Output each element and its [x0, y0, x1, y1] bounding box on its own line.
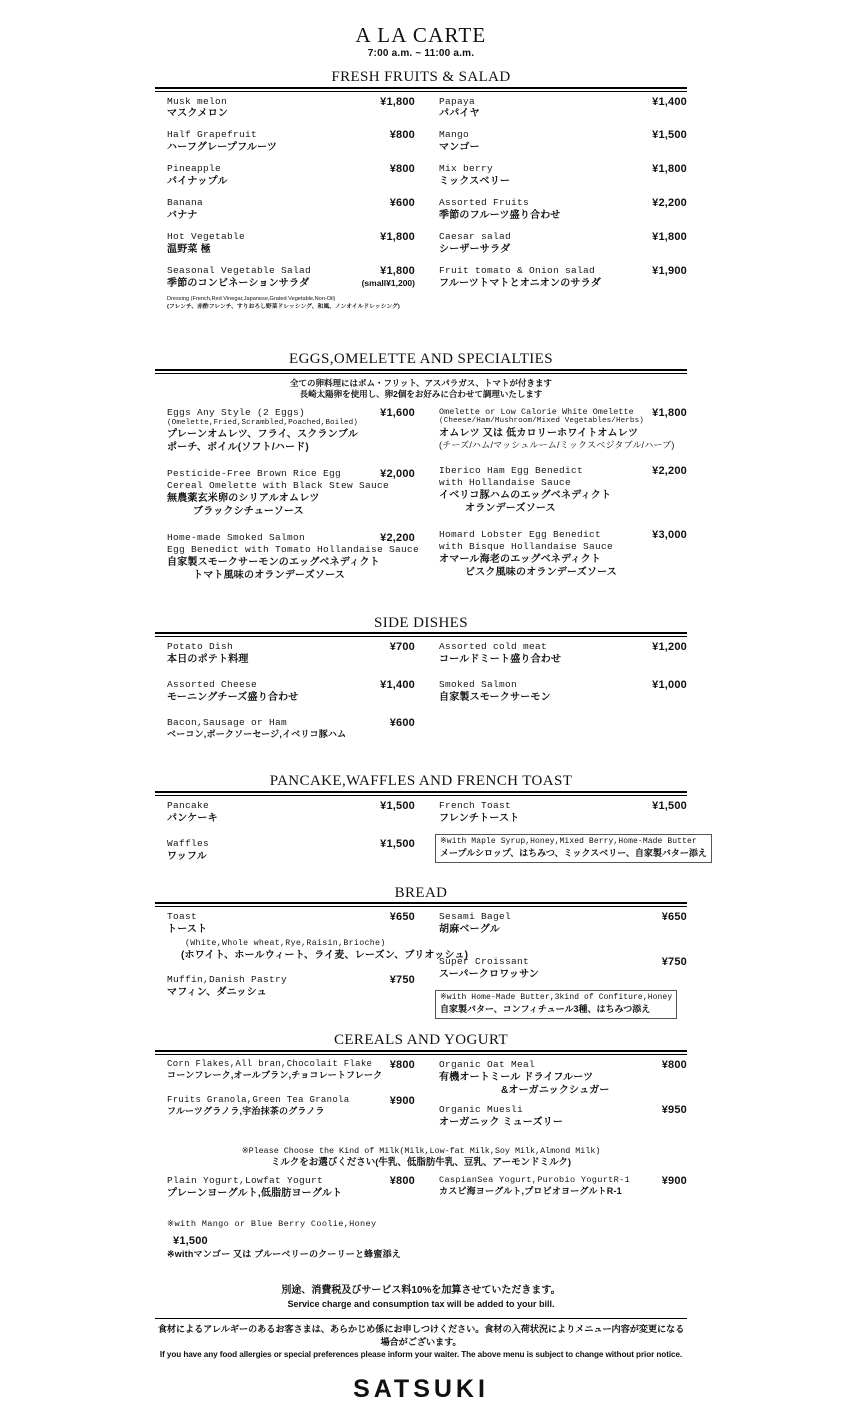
item-name-en: Banana [167, 197, 204, 209]
milk-note-jp: ミルクをお選びください(牛乳、低脂肪牛乳、豆乳、アーモンドミルク) [270, 1156, 572, 1168]
item-name-en: Super Croissant [439, 956, 530, 968]
item-name-jp: モーニングチーズ盛り合わせ [167, 691, 299, 703]
menu-sheet [155, 0, 707, 1404]
spacer [155, 1019, 687, 1025]
item-name-en: Fruits Granola,Green Tea Granola [167, 1094, 350, 1105]
item-name-en: Pesticide-Free Brown Rice Egg [167, 468, 342, 480]
item-price: ¥1,400 [380, 678, 415, 691]
coolie-price: ¥1,500 [173, 1235, 208, 1248]
item-name-en: Organic Muesli [439, 1103, 524, 1115]
restaurant-logo: SATSUKI [353, 1375, 489, 1404]
menu-item[interactable] [439, 465, 687, 515]
item-name-jp: パンケーキ [167, 812, 218, 824]
item-name-jp: コーンフレーク,オールブラン,チョコレートフレーク [167, 1070, 383, 1081]
item-name-jp: オマール海老のエッグベネディクト [439, 553, 601, 565]
section-body-pancake [155, 799, 707, 872]
menu-item[interactable] [167, 911, 469, 962]
menu-item[interactable] [439, 197, 687, 222]
item-name-en: Sesami Bagel [439, 911, 512, 923]
item-name-en: Organic Oat Meal [439, 1058, 536, 1070]
item-name-en: Pineapple [167, 163, 222, 175]
item-price: ¥1,800 [380, 95, 415, 108]
item-name-jp: 温野菜 極 [167, 243, 211, 255]
coolie-option[interactable] [167, 1213, 415, 1261]
eggs-note-line1: 全ての卵料理にはポム・フリット、アスパラガス、トマトが付きます [290, 377, 552, 388]
item-name-jp-2: ポーチ、ボイル(ソフト/ハード) [167, 442, 309, 454]
item-name-en: Muffin,Danish Pastry [167, 974, 288, 986]
item-name-jp: シーザーサラダ [439, 243, 511, 255]
section-divider [155, 902, 687, 907]
item-name-en: Bacon,Sausage or Ham [167, 716, 288, 728]
section-heading-fresh-fruits: FRESH FRUITS & SALAD [331, 69, 511, 86]
item-name-en-2: with Hollandaise Sauce [439, 477, 572, 489]
item-name-en: Assorted Cheese [167, 678, 258, 690]
item-small-price: (small¥1,200) [361, 277, 415, 288]
note-en: ※with Maple Syrup,Honey,Mixed Berry,Home-Made Butter [440, 836, 697, 846]
menu-item[interactable] [439, 911, 687, 936]
menu-item[interactable] [439, 641, 687, 666]
section-heading-bread: BREAD [394, 884, 448, 901]
item-sauce-jp: トマト風味のオランデーズソース [193, 569, 345, 581]
menu-item[interactable] [167, 129, 415, 154]
section-heading-cereals: CEREALS AND YOGURT [333, 1032, 509, 1049]
item-name-jp: オーガニック ミューズリー [439, 1116, 564, 1128]
menu-item[interactable] [167, 1175, 415, 1200]
section-divider [155, 632, 687, 637]
column-left [155, 641, 421, 749]
column-right [421, 911, 687, 1019]
menu-item[interactable] [167, 531, 420, 582]
section-body-side-dishes [155, 641, 687, 749]
menu-item[interactable] [439, 529, 687, 579]
coolie-note-en: ※with Mango or Blue Berry Coolie,Honey [167, 1219, 377, 1230]
menu-item[interactable] [167, 407, 415, 454]
menu-item[interactable] [439, 231, 687, 256]
item-name-jp: イベリコ豚ハムのエッグベネディクト [439, 490, 612, 502]
item-name-jp: フレンチトースト [439, 812, 520, 824]
menu-item[interactable] [167, 641, 415, 666]
item-name-jp: 本日のポテト料理 [167, 653, 249, 665]
column-right [421, 641, 687, 749]
item-price: ¥2,200 [652, 465, 687, 478]
item-name-en: Home-made Smoked Salmon [167, 531, 306, 543]
section-heading-eggs: EGGS,OMELETTE AND SPECIALTIES [289, 351, 553, 368]
menu-item[interactable] [167, 974, 415, 999]
section-divider [155, 791, 687, 796]
item-name-en: Omelette or Low Calorie White Omelette [439, 406, 634, 417]
item-price: ¥900 [389, 1094, 415, 1107]
column-right [421, 96, 687, 312]
item-price: ¥1,500 [652, 129, 687, 142]
tax-notice-jp: 別途、消費税及びサービス料10%を加算させていただきます。 [281, 1284, 561, 1296]
item-price: ¥650 [661, 911, 687, 924]
menu-item[interactable] [167, 265, 415, 290]
item-name-jp: オムレツ 又は 低カロリーホワイトオムレツ [439, 427, 639, 439]
column-right [421, 799, 707, 872]
item-price: ¥1,500 [652, 799, 687, 812]
item-name-jp: ワッフル [167, 850, 207, 862]
menu-item[interactable] [439, 96, 687, 121]
item-name-en: Hot Vegetable [167, 231, 246, 243]
menu-item[interactable] [167, 468, 415, 518]
item-price: ¥1,500 [380, 837, 415, 850]
item-name-en: Fruit tomato & Onion salad [439, 264, 596, 276]
item-sauce-jp: オランデーズソース [465, 503, 556, 515]
item-price: ¥750 [389, 974, 415, 987]
item-name-en: Pancake [167, 799, 210, 811]
item-price: ¥1,600 [380, 406, 415, 419]
item-price: ¥1,900 [652, 264, 687, 277]
item-name-en: Smoked Salmon [439, 678, 518, 690]
item-price: ¥1,800 [652, 406, 687, 419]
note-jp: メープルシロップ、はちみつ、ミックスベリー、自家製バター添え [440, 848, 707, 859]
section-body-fresh-fruits [155, 96, 687, 312]
item-name-jp: 有機オートミール ドライフルーツ [439, 1071, 594, 1083]
item-price: ¥1,800 [380, 231, 415, 244]
allergy-notice-en: If you have any food allergies or special preferences please inform your waiter. The above menu is subject to change without prior notice. [159, 1350, 683, 1360]
column-left [155, 1059, 421, 1138]
menu-item[interactable] [439, 956, 687, 981]
dressing-note-en: Dressing (French,Red Vinegar,Japanese,Grated Vegetable,Non-Oil) [167, 295, 336, 302]
item-price: ¥600 [389, 197, 415, 210]
item-sauce-jp: ブラックシチューソース [193, 505, 304, 517]
menu-item[interactable] [167, 838, 415, 863]
item-name-en: Papaya [439, 95, 476, 107]
item-name-jp: バナナ [167, 210, 198, 222]
column-left [155, 800, 421, 872]
column-right [421, 1175, 687, 1270]
item-name-en: Homard Lobster Egg Benedict [439, 529, 602, 541]
item-price: ¥800 [389, 1175, 415, 1188]
section-divider [155, 1050, 687, 1055]
menu-item[interactable] [439, 800, 687, 825]
item-name-en: Potato Dish [167, 641, 234, 653]
item-price: ¥800 [389, 163, 415, 176]
item-price: ¥650 [389, 911, 415, 924]
item-price: ¥1,200 [652, 641, 687, 654]
item-options-jp: (チーズ/ハム/マッシュルーム/ミックスベジタブル/ハーブ) [439, 439, 675, 450]
footer-divider [155, 1318, 687, 1319]
milk-choice-note [155, 1146, 687, 1170]
item-name-jp: ハーフグレープフルーツ [167, 142, 278, 154]
item-options-jp: (ホワイト、ホールウィート、ライ麦、レーズン、ブリオッシュ) [181, 950, 469, 962]
menu-item[interactable] [439, 1059, 687, 1097]
menu-item[interactable] [439, 265, 687, 290]
item-name-jp: ベーコン,ポークソーセージ,イベリコ豚ハム [167, 728, 347, 739]
item-name-jp: コールドミート盛り合わせ [439, 653, 562, 665]
item-name-en: Mix berry [439, 163, 494, 175]
item-name-en: Half Grapefruit [167, 129, 258, 141]
spacer [155, 749, 687, 763]
menu-item[interactable] [439, 1175, 687, 1197]
item-name-en: Assorted cold meat [439, 641, 548, 653]
coolie-note-jp: ※withマンゴー 又は ブルーベリーのクーリーと蜂蜜添え [167, 1249, 401, 1260]
item-name-jp: 季節のフルーツ盛り合わせ [439, 210, 561, 222]
item-name-jp: ミックスベリー [439, 176, 511, 188]
menu-item[interactable] [167, 1059, 415, 1082]
menu-item[interactable] [167, 800, 415, 825]
item-name-jp: 自家製スモークサーモン [439, 691, 551, 703]
menu-item[interactable] [167, 679, 415, 704]
item-name-en: CaspianSea Yogurt,Purobio YogurtR-1 [439, 1175, 630, 1186]
item-name-jp: パパイヤ [439, 108, 480, 120]
menu-item[interactable] [167, 96, 415, 121]
item-name-en: Mango [439, 129, 470, 141]
item-name-jp: マスクメロン [167, 108, 229, 120]
section-heading-pancake: PANCAKE,WAFFLES AND FRENCH TOAST [269, 773, 573, 790]
column-left [155, 407, 421, 591]
spacer [155, 311, 687, 341]
item-price: ¥2,000 [380, 468, 415, 481]
menu-item[interactable] [167, 717, 415, 741]
eggs-note-line2: 長崎太陽卵を使用し、卵2個をお好みに合わせて調理いたします [299, 389, 543, 400]
eggs-note [155, 378, 687, 401]
item-name-jp: スーパークロワッサン [439, 968, 539, 980]
section-body-yogurt [155, 1175, 687, 1270]
item-name-jp: フルーツトマトとオニオンのサラダ [439, 277, 601, 289]
menu-item[interactable] [439, 407, 687, 452]
section-body-eggs [155, 407, 687, 591]
item-name-jp: 無農薬玄米卵のシリアルオムレツ [167, 492, 320, 504]
section-body-bread [155, 911, 687, 1019]
item-name-jp: 胡麻ベーグル [439, 924, 500, 936]
item-price: ¥600 [389, 716, 415, 729]
item-name-en-2: with Bisque Hollandaise Sauce [439, 541, 614, 553]
column-left [155, 1175, 421, 1270]
item-name-en: Plain Yogurt,Lowfat Yogurt [167, 1175, 324, 1187]
item-price: ¥2,200 [652, 197, 687, 210]
item-name-jp: 季節のコンビネーションサラダ [167, 277, 310, 289]
item-price: ¥1,800 [652, 231, 687, 244]
spacer [155, 591, 687, 605]
allergy-notice-jp: 食材によるアレルギーのあるお客さまは、あらかじめ係にお申しつけください。食材の入荷状況によりメニュー内容が変更になる場合がございます。 [157, 1323, 685, 1347]
item-price: ¥750 [661, 956, 687, 969]
item-price: ¥2,200 [380, 531, 415, 544]
item-price: ¥800 [389, 129, 415, 142]
item-name-jp-2: &オーガニックシュガー [501, 1084, 610, 1096]
item-price: ¥1,800 [652, 163, 687, 176]
section-body-cereals [155, 1059, 687, 1138]
note-en: ※with Home-Made Butter,3kind of Confiture,Honey [440, 992, 673, 1002]
menu-item[interactable] [439, 163, 687, 188]
column-right [421, 407, 687, 591]
item-name-jp: プレーンヨーグルト,低脂肪ヨーグルト [167, 1188, 343, 1200]
spacer [155, 872, 687, 878]
menu-item[interactable] [167, 197, 415, 222]
menu-item[interactable] [439, 679, 687, 704]
item-name-jp: マフィン、ダニッシュ [167, 987, 267, 999]
note-jp: 自家製バター、コンフィチュール3種、はちみつ添え [440, 1004, 651, 1015]
item-price: ¥700 [389, 641, 415, 654]
item-name-jp: フルーツグラノラ,宇治抹茶のグラノラ [167, 1106, 325, 1117]
column-left [155, 911, 469, 1019]
item-name-jp: 自家製スモークサーモンのエッグベネディクト [167, 556, 380, 568]
menu-item[interactable] [439, 129, 687, 154]
menu-item[interactable] [167, 163, 415, 188]
section-divider [155, 369, 687, 374]
item-name-en-2: Cereal Omelette with Black Stew Sauce [167, 479, 390, 491]
item-name-en-2: Egg Benedict with Tomato Hollandaise Sauce [167, 543, 420, 555]
menu-item[interactable] [439, 1104, 687, 1129]
item-name-en: Caesar salad [439, 231, 512, 243]
page-title: A LA CARTE [355, 23, 487, 47]
item-name-jp: トースト [167, 924, 208, 936]
item-price: ¥1,800 [380, 264, 415, 277]
tax-notice [155, 1284, 687, 1311]
item-name-en: Eggs Any Style (2 Eggs) [167, 406, 306, 418]
item-name-en: Toast [167, 911, 198, 923]
item-subtitle-en: (Omelette,Fried,Scrambled,Poached,Boiled) [167, 418, 358, 427]
item-price: ¥3,000 [652, 529, 687, 542]
item-name-en: Musk melon [167, 95, 228, 107]
item-price: ¥800 [661, 1058, 687, 1071]
item-price: ¥800 [389, 1058, 415, 1071]
pancake-accompaniment-note [435, 834, 712, 864]
item-options-en: (White,Whole wheat,Rye,Raisin,Brioche) [185, 939, 386, 949]
item-price: ¥1,400 [652, 95, 687, 108]
item-price: ¥1,000 [652, 678, 687, 691]
allergy-notice [155, 1323, 687, 1362]
tax-notice-en: Service charge and consumption tax will be added to your bill. [287, 1298, 555, 1309]
item-sauce-jp: ビスク風味のオランデーズソース [465, 566, 617, 578]
menu-item[interactable] [167, 231, 415, 256]
section-heading-side-dishes: SIDE DISHES [374, 614, 468, 631]
item-price: ¥900 [661, 1175, 687, 1188]
item-name-en: Seasonal Vegetable Salad [167, 264, 312, 276]
dressing-note-jp: (フレンチ、赤酢フレンチ、すりおろし野菜ドレッシング、和風、ノンオイルドレッシング) [167, 303, 400, 310]
item-price: ¥1,500 [380, 799, 415, 812]
item-subtitle-en: (Cheese/Ham/Mushroom/Mixed Vegetables/Herbs) [439, 417, 644, 426]
column-left [155, 96, 421, 312]
item-name-en: French Toast [439, 799, 512, 811]
item-name-en: Iberico Ham Egg Benedict [439, 465, 584, 477]
item-price: ¥950 [661, 1103, 687, 1116]
menu-item[interactable] [167, 1095, 415, 1118]
item-name-en: Corn Flakes,All bran,Chocolait Flake [167, 1058, 373, 1069]
milk-note-en: ※Please Choose the Kind of Milk(Milk,Low-fat Milk,Soy Milk,Almond Milk) [241, 1145, 601, 1156]
section-divider [155, 87, 687, 92]
service-hours: 7:00 a.m. ~ 11:00 a.m. [367, 48, 475, 60]
item-name-en: Waffles [167, 837, 210, 849]
item-name-jp: カスピ海ヨーグルト,プロビオヨーグルトR-1 [439, 1186, 622, 1197]
item-name-jp: パイナップル [167, 176, 228, 188]
column-right [421, 1059, 687, 1138]
item-name-jp: マンゴー [439, 142, 480, 154]
item-name-jp: プレーンオムレツ、フライ、スクランブル [167, 429, 358, 441]
item-name-en: Assorted Fruits [439, 197, 530, 209]
dressing-note [167, 295, 415, 312]
bread-accompaniment-note [435, 990, 677, 1020]
